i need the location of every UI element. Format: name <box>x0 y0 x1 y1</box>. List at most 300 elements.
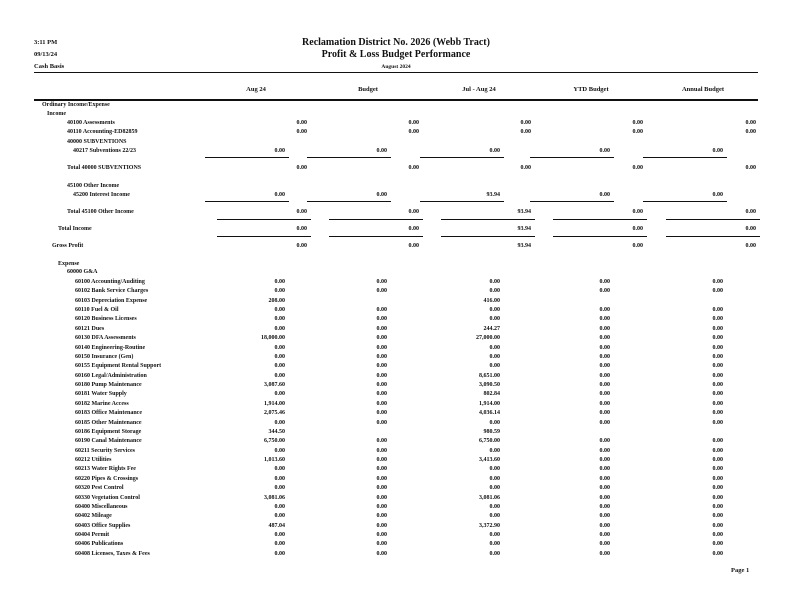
row-label: 60180 Pump Maintenance <box>75 382 142 389</box>
row-value: 0.00 <box>712 288 723 295</box>
row-label: 60120 Business Licenses <box>75 316 137 323</box>
expense-row <box>0 504 792 512</box>
row-value: 0.00 <box>520 165 531 171</box>
row-value: 1,914.00 <box>479 400 500 407</box>
row-value: 0.00 <box>599 307 610 314</box>
row-value: 0.00 <box>376 288 387 295</box>
row-label: 60140 Engineering-Routine <box>75 344 146 351</box>
group-row <box>0 261 792 269</box>
row-value: 0.00 <box>599 457 610 464</box>
row-value: 0.00 <box>599 447 610 454</box>
row-value: 0.00 <box>632 165 643 171</box>
row-label: Ordinary Income/Expense <box>42 102 110 108</box>
row-value: 18,000.00 <box>261 335 285 342</box>
row-label: 60330 Vegetation Control <box>75 494 140 501</box>
row-value: 0.00 <box>712 372 723 379</box>
row-label: 60212 Utilities <box>75 457 112 464</box>
row-label: 40100 Assessments <box>67 120 115 126</box>
row-label: 60102 Bank Service Charges <box>75 288 149 295</box>
row-label: 60404 Permit <box>75 531 110 538</box>
row-value: 0.00 <box>632 226 643 232</box>
col-budget: Budget <box>358 86 378 93</box>
total-row <box>0 226 792 234</box>
row-value: 0.00 <box>376 485 387 492</box>
subtotal-rule <box>307 157 391 158</box>
row-value: 0.00 <box>712 475 723 482</box>
expense-row <box>0 410 792 418</box>
col-aug24: Aug 24 <box>246 86 266 93</box>
expense-row <box>0 532 792 540</box>
row-value: 0.00 <box>599 288 610 295</box>
row-value: 27,000.00 <box>476 335 500 342</box>
row-value: 3,090.50 <box>479 382 500 389</box>
row-value: 4,036.14 <box>479 410 500 417</box>
row-value: 0.00 <box>376 391 387 398</box>
row-value: 3,081.06 <box>479 494 500 501</box>
row-value: 0.00 <box>599 550 610 557</box>
row-value: 0.00 <box>489 550 500 557</box>
row-value: 0.00 <box>599 410 610 417</box>
subtotal-rule <box>643 157 727 158</box>
row-value: 0.00 <box>296 165 307 171</box>
expense-row <box>0 363 792 371</box>
row-label: 60185 Other Maintenance <box>75 419 142 426</box>
row-value: 2,075.46 <box>264 410 285 417</box>
row-value: 0.00 <box>712 307 723 314</box>
row-label: 60155 Equipment Rental Support <box>75 363 162 370</box>
col-jul-aug24: Jul - Aug 24 <box>462 86 496 93</box>
row-value: 0.00 <box>489 541 500 548</box>
subtotal-rule <box>666 236 760 237</box>
row-value: 0.00 <box>296 243 307 249</box>
row-value: 0.00 <box>274 353 285 360</box>
row-value: 0.00 <box>376 400 387 407</box>
row-label: 60400 Miscellaneous <box>75 503 128 510</box>
col-ytd-budget: YTD Budget <box>573 86 609 93</box>
row-value: 0.00 <box>489 447 500 454</box>
row-value: 0.00 <box>274 391 285 398</box>
subtotal-rule <box>553 219 647 220</box>
row-value: 0.00 <box>408 165 419 171</box>
expense-row <box>0 448 792 456</box>
subtotal-rule <box>666 219 760 220</box>
row-value: 0.00 <box>712 391 723 398</box>
row-value: 0.00 <box>712 344 723 351</box>
row-value: 0.00 <box>599 279 610 285</box>
row-label: Gross Profit <box>52 243 84 249</box>
income-row <box>0 148 792 156</box>
row-value: 0.00 <box>274 541 285 548</box>
row-value: 0.00 <box>712 335 723 342</box>
row-label: 45200 Interest Income <box>73 192 130 198</box>
row-value: 0.00 <box>408 129 419 135</box>
row-value: 0.00 <box>489 503 500 510</box>
expense-row <box>0 354 792 362</box>
row-value: 0.00 <box>376 447 387 454</box>
row-value: 0.00 <box>632 129 643 135</box>
row-value: 0.00 <box>376 494 387 501</box>
row-value: 0.00 <box>712 400 723 407</box>
row-value: 0.00 <box>376 382 387 389</box>
row-value: 0.00 <box>599 531 610 538</box>
subtotal-rule <box>217 219 311 220</box>
row-value: 0.00 <box>599 541 610 548</box>
subtotal-rule <box>441 219 535 220</box>
row-label: 60186 Equipment Storage <box>75 428 142 435</box>
expense-row <box>0 391 792 399</box>
row-value: 0.00 <box>599 503 610 510</box>
row-value: 0.00 <box>599 466 610 473</box>
row-value: 0.00 <box>376 279 387 285</box>
column-header-rule <box>34 99 758 101</box>
expense-row <box>0 485 792 493</box>
row-value: 0.00 <box>274 447 285 454</box>
row-label: 60130 DFA Assessments <box>75 335 136 342</box>
row-value: 0.00 <box>296 120 307 126</box>
page-number: Page 1 <box>731 567 750 574</box>
report-period: August 2024 <box>381 64 411 70</box>
row-label: 60000 G&A <box>67 269 98 275</box>
row-value: 0.00 <box>712 382 723 389</box>
row-value: 0.00 <box>376 372 387 379</box>
row-value: 0.00 <box>712 531 723 538</box>
row-value: 0.00 <box>376 541 387 548</box>
row-value: 0.00 <box>274 279 285 285</box>
row-value: 0.00 <box>632 120 643 126</box>
row-value: 0.00 <box>599 148 610 154</box>
row-value: 0.00 <box>745 165 756 171</box>
row-value: 0.00 <box>274 288 285 295</box>
total-row <box>0 209 792 217</box>
row-value: 0.00 <box>489 475 500 482</box>
report-time: 3:11 PM <box>34 39 58 46</box>
row-label: 40000 SUBVENTIONS <box>67 139 127 145</box>
row-value: 487.04 <box>268 522 285 529</box>
row-value: 0.00 <box>712 419 723 426</box>
row-value: 0.00 <box>376 531 387 538</box>
row-value: 93.94 <box>517 243 531 249</box>
row-value: 0.00 <box>599 522 610 529</box>
row-value: 0.00 <box>745 209 756 215</box>
row-value: 0.00 <box>274 485 285 492</box>
expense-row <box>0 513 792 521</box>
group-row <box>0 183 792 191</box>
row-label: 60121 Dues <box>75 325 105 332</box>
row-value: 0.00 <box>408 226 419 232</box>
row-value: 0.00 <box>489 419 500 426</box>
header-rule <box>34 72 758 73</box>
row-value: 0.00 <box>599 391 610 398</box>
row-value: 0.00 <box>712 325 723 332</box>
row-label: 40217 Subventions 22/23 <box>73 148 137 154</box>
report-date: 09/13/24 <box>34 51 58 58</box>
income-row <box>0 139 792 147</box>
row-value: 3,081.06 <box>264 494 285 501</box>
expense-row <box>0 335 792 343</box>
expense-row <box>0 279 792 287</box>
col-annual-budget: Annual Budget <box>681 86 725 93</box>
row-label: 60220 Pipes & Crossings <box>75 475 139 482</box>
row-value: 0.00 <box>712 550 723 557</box>
subtotal-rule <box>205 157 289 158</box>
row-value: 0.00 <box>274 466 285 473</box>
row-label: 60190 Canal Maintenance <box>75 438 142 445</box>
row-value: 1,013.60 <box>264 457 285 464</box>
row-value: 0.00 <box>632 209 643 215</box>
row-value: 0.00 <box>599 485 610 492</box>
expense-row <box>0 457 792 465</box>
row-value: 0.00 <box>745 120 756 126</box>
row-value: 0.00 <box>274 192 285 198</box>
row-value: 1,914.00 <box>264 400 285 407</box>
row-value: 0.00 <box>599 438 610 445</box>
row-value: 0.00 <box>274 325 285 332</box>
row-value: 0.00 <box>274 372 285 379</box>
row-value: 6,750.00 <box>479 438 500 445</box>
row-label: 60181 Water Supply <box>75 391 127 398</box>
row-value: 0.00 <box>376 335 387 342</box>
row-value: 0.00 <box>274 503 285 510</box>
expense-row <box>0 420 792 428</box>
expense-row <box>0 382 792 390</box>
row-value: 0.00 <box>274 475 285 482</box>
row-value: 0.00 <box>376 148 387 154</box>
row-value: 93.94 <box>486 192 500 198</box>
row-value: 0.00 <box>376 410 387 417</box>
row-value: 0.00 <box>599 325 610 332</box>
subtotal-rule <box>420 157 504 158</box>
report-basis: Cash Basis <box>34 63 65 70</box>
subtotal-rule <box>205 201 289 202</box>
row-value: 0.00 <box>274 363 285 370</box>
expense-row <box>0 438 792 446</box>
row-label: 60150 Insurance (Gen) <box>75 353 134 360</box>
row-label: 60182 Marine Access <box>75 400 129 407</box>
row-value: 0.00 <box>274 513 285 520</box>
row-value: 0.00 <box>489 316 500 323</box>
report-title: Profit & Loss Budget Performance <box>321 49 471 60</box>
expense-row <box>0 495 792 503</box>
row-value: 0.00 <box>376 522 387 529</box>
row-value: 0.00 <box>599 372 610 379</box>
subtotal-rule <box>329 236 423 237</box>
row-value: 0.00 <box>489 344 500 351</box>
row-value: 0.00 <box>599 353 610 360</box>
row-label: 60211 Security Services <box>75 447 135 454</box>
row-value: 0.00 <box>274 344 285 351</box>
row-value: 0.00 <box>376 475 387 482</box>
row-label: Total Income <box>58 226 92 232</box>
subtotal-rule <box>329 219 423 220</box>
row-value: 3,413.60 <box>479 457 500 464</box>
row-value: 0.00 <box>745 243 756 249</box>
row-label: 60103 Depreciation Expense <box>75 297 148 304</box>
row-value: 0.00 <box>296 129 307 135</box>
row-value: 0.00 <box>712 503 723 510</box>
row-value: 0.00 <box>599 419 610 426</box>
row-value: 6,750.00 <box>264 438 285 445</box>
row-label: 60402 Mileage <box>75 513 112 520</box>
row-value: 0.00 <box>712 494 723 501</box>
subtotal-rule <box>553 236 647 237</box>
row-value: 0.00 <box>712 522 723 529</box>
row-label: Total 45100 Other Income <box>67 209 134 215</box>
row-value: 0.00 <box>408 243 419 249</box>
row-value: 0.00 <box>489 279 500 285</box>
row-value: 93.94 <box>517 209 531 215</box>
row-label: 60320 Pest Control <box>75 485 124 492</box>
row-value: 3,372.90 <box>479 522 500 529</box>
row-label: 60403 Office Supplies <box>75 522 131 529</box>
row-value: 0.00 <box>376 419 387 426</box>
subtotal-rule <box>530 201 614 202</box>
expense-row <box>0 429 792 437</box>
income-row <box>0 102 792 110</box>
expense-row <box>0 288 792 296</box>
row-value: 0.00 <box>520 129 531 135</box>
row-value: 0.00 <box>376 513 387 520</box>
row-value: 0.00 <box>376 466 387 473</box>
row-value: 0.00 <box>599 192 610 198</box>
row-value: 0.00 <box>599 335 610 342</box>
row-value: 0.00 <box>296 226 307 232</box>
row-value: 0.00 <box>376 363 387 370</box>
income-row <box>0 129 792 137</box>
subtotal-rule <box>643 201 727 202</box>
row-label: 60160 Legal/Administration <box>75 372 147 379</box>
row-value: 0.00 <box>489 307 500 314</box>
row-value: 802.84 <box>483 391 500 398</box>
row-value: 0.00 <box>599 400 610 407</box>
row-value: 0.00 <box>489 531 500 538</box>
subtotal-rule <box>441 236 535 237</box>
subtotal-rule <box>217 236 311 237</box>
row-value: 0.00 <box>599 344 610 351</box>
row-value: 0.00 <box>599 475 610 482</box>
expense-row <box>0 316 792 324</box>
row-value: 0.00 <box>489 353 500 360</box>
row-value: 3,087.60 <box>264 382 285 389</box>
row-value: 0.00 <box>712 466 723 473</box>
row-value: 416.00 <box>483 297 500 304</box>
row-value: 0.00 <box>274 316 285 323</box>
row-value: 0.00 <box>376 438 387 445</box>
row-value: 0.00 <box>599 494 610 501</box>
row-value: 0.00 <box>489 363 500 370</box>
row-value: 980.59 <box>483 428 500 435</box>
row-value: 8,651.00 <box>479 372 500 379</box>
row-value: 0.00 <box>489 466 500 473</box>
expense-row <box>0 466 792 474</box>
row-value: 0.00 <box>712 279 723 285</box>
total-row <box>0 165 792 173</box>
row-value: 0.00 <box>712 457 723 464</box>
row-value: 0.00 <box>712 410 723 417</box>
total-row <box>0 243 792 251</box>
row-value: 0.00 <box>274 550 285 557</box>
row-value: 0.00 <box>376 457 387 464</box>
row-value: 0.00 <box>489 485 500 492</box>
row-value: 0.00 <box>599 363 610 370</box>
row-value: 0.00 <box>712 148 723 154</box>
income-row <box>0 120 792 128</box>
row-value: 344.50 <box>268 428 285 435</box>
row-value: 0.00 <box>296 209 307 215</box>
row-label: 60408 Licenses, Taxes & Fees <box>75 550 150 557</box>
row-value: 93.94 <box>517 226 531 232</box>
group-row <box>0 269 792 277</box>
expense-row <box>0 307 792 315</box>
row-label: 60110 Fuel & Oil <box>75 307 119 314</box>
row-value: 0.00 <box>489 513 500 520</box>
row-value: 0.00 <box>274 307 285 314</box>
row-value: 0.00 <box>712 353 723 360</box>
row-value: 0.00 <box>376 307 387 314</box>
row-value: 0.00 <box>712 513 723 520</box>
row-value: 0.00 <box>274 148 285 154</box>
row-value: 0.00 <box>712 447 723 454</box>
row-label: 40110 Accounting-ED82859 <box>67 129 138 135</box>
row-value: 0.00 <box>520 120 531 126</box>
row-value: 0.00 <box>712 438 723 445</box>
row-value: 0.00 <box>712 192 723 198</box>
row-value: 0.00 <box>489 148 500 154</box>
row-value: 0.00 <box>376 325 387 332</box>
row-value: 0.00 <box>599 316 610 323</box>
row-value: 0.00 <box>376 344 387 351</box>
row-value: 0.00 <box>712 485 723 492</box>
row-value: 244.27 <box>483 325 500 332</box>
row-label: 60183 Office Maintenance <box>75 410 142 417</box>
row-value: 0.00 <box>745 226 756 232</box>
company-name: Reclamation District No. 2026 (Webb Tract) <box>302 37 490 48</box>
row-value: 0.00 <box>712 541 723 548</box>
row-label: 60213 Water Rights Fee <box>75 466 136 473</box>
row-label: Expense <box>58 261 80 267</box>
row-value: 0.00 <box>712 363 723 370</box>
row-value: 0.00 <box>274 531 285 538</box>
subtotal-rule <box>530 157 614 158</box>
row-value: 0.00 <box>376 503 387 510</box>
row-value: 0.00 <box>408 209 419 215</box>
row-value: 0.00 <box>376 192 387 198</box>
row-value: 0.00 <box>376 550 387 557</box>
expense-row <box>0 401 792 409</box>
income-row <box>0 192 792 200</box>
expense-row <box>0 345 792 353</box>
expense-row <box>0 298 792 306</box>
row-value: 0.00 <box>489 288 500 295</box>
subtotal-rule <box>307 201 391 202</box>
expense-row <box>0 541 792 549</box>
expense-row <box>0 373 792 381</box>
income-row <box>0 111 792 119</box>
row-value: 0.00 <box>376 353 387 360</box>
row-value: 0.00 <box>408 120 419 126</box>
row-value: 0.00 <box>599 382 610 389</box>
row-label: Total 40000 SUBVENTIONS <box>67 165 142 171</box>
row-value: 0.00 <box>632 243 643 249</box>
row-label: 60406 Publications <box>75 541 124 548</box>
row-value: 0.00 <box>274 419 285 426</box>
row-label: 45100 Other Income <box>67 183 120 189</box>
expense-row <box>0 326 792 334</box>
row-value: 208.00 <box>268 297 285 304</box>
row-value: 0.00 <box>712 316 723 323</box>
expense-row <box>0 523 792 531</box>
row-value: 0.00 <box>745 129 756 135</box>
expense-row <box>0 476 792 484</box>
